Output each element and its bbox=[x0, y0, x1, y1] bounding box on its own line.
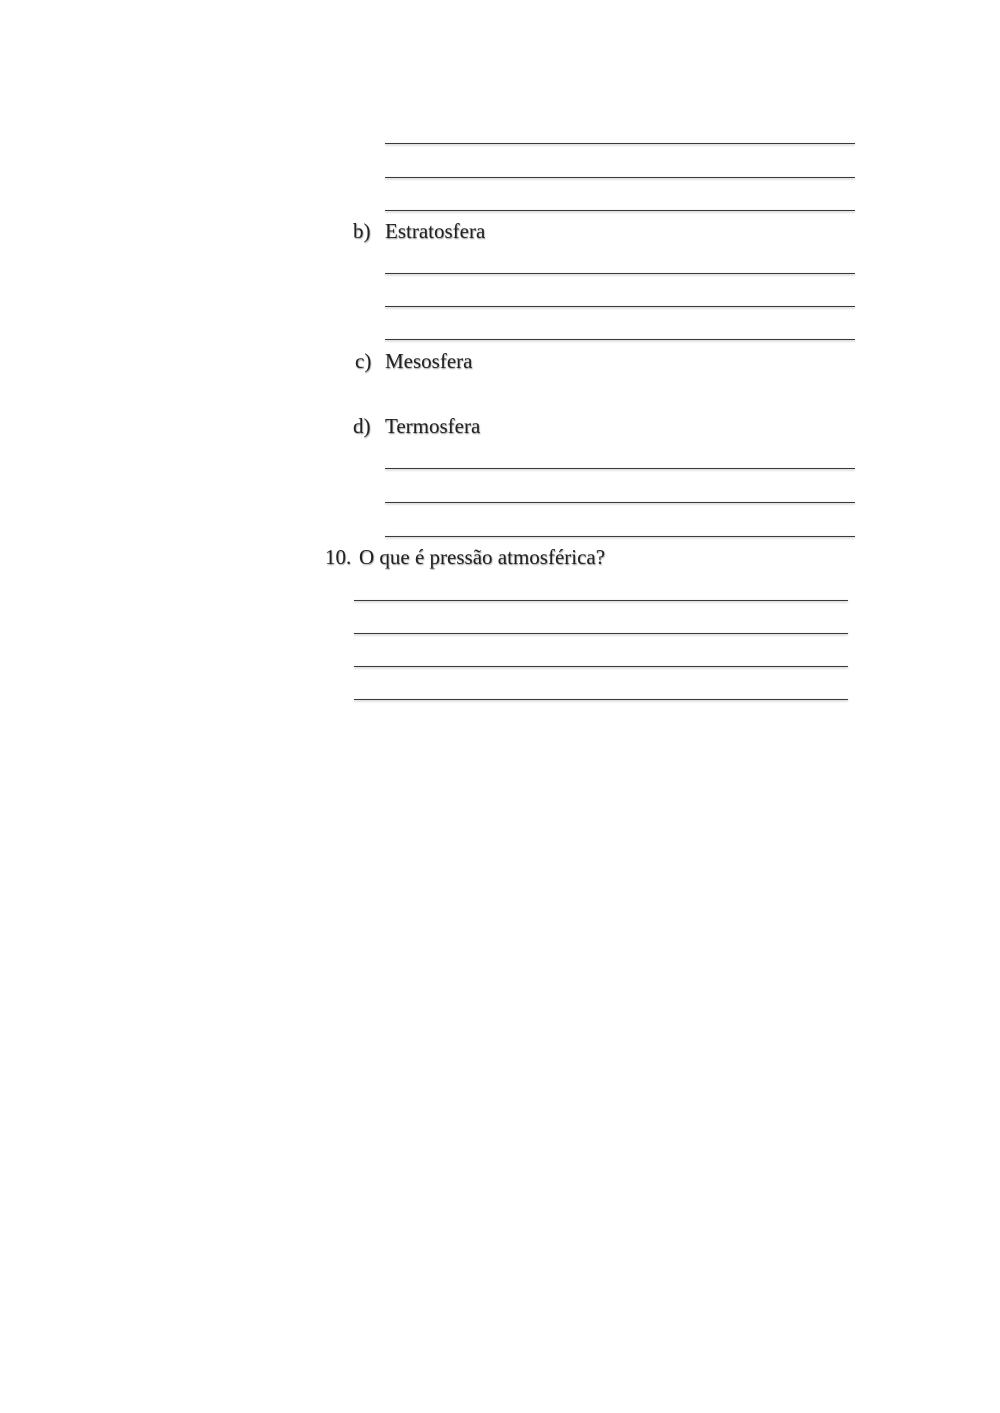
item-b-label: Estratosfera bbox=[385, 219, 486, 243]
answer-line[interactable] bbox=[354, 633, 848, 634]
question-10-number: 10. bbox=[325, 545, 352, 569]
answer-line[interactable] bbox=[385, 468, 855, 469]
answer-line[interactable] bbox=[385, 210, 855, 211]
answer-line[interactable] bbox=[385, 143, 855, 144]
item-b-marker: b) bbox=[353, 219, 371, 243]
answer-line[interactable] bbox=[354, 600, 848, 601]
answer-line[interactable] bbox=[385, 502, 855, 503]
answer-line[interactable] bbox=[354, 699, 848, 700]
question-10-text: O que é pressão atmosférica? bbox=[359, 545, 606, 569]
answer-line[interactable] bbox=[354, 666, 848, 667]
answer-line[interactable] bbox=[385, 273, 855, 274]
item-d-marker: d) bbox=[353, 414, 371, 438]
answer-line[interactable] bbox=[385, 536, 855, 537]
answer-line[interactable] bbox=[385, 306, 855, 307]
answer-line[interactable] bbox=[385, 339, 855, 340]
answer-line[interactable] bbox=[385, 177, 855, 178]
item-c-marker: c) bbox=[355, 349, 372, 373]
item-c-label: Mesosfera bbox=[385, 349, 473, 373]
item-d-label: Termosfera bbox=[385, 414, 481, 438]
